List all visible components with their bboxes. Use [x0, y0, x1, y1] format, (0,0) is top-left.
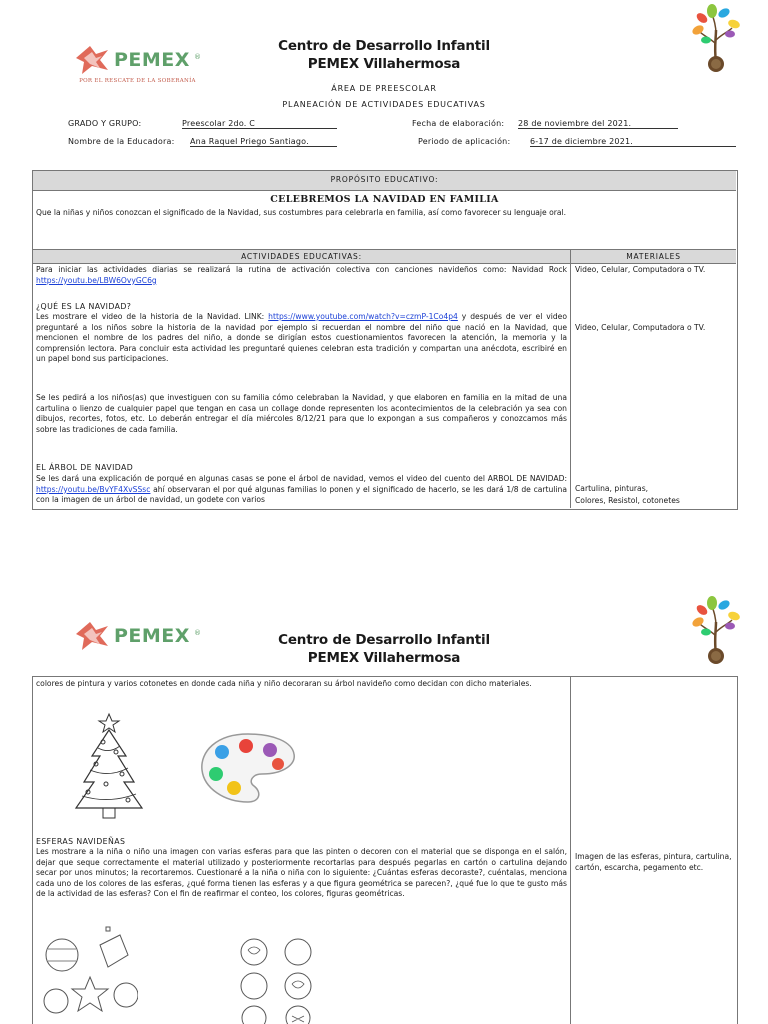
document-page-2	[0, 580, 768, 1024]
institution-subtitle: PEMEX Villahermosa	[307, 56, 461, 72]
educadora-value: Ana Raquel Priego Santiago.	[190, 137, 337, 147]
ornaments-illustration-icon	[42, 925, 138, 1024]
educadora-label: Nombre de la Educadora:	[68, 137, 175, 146]
column-divider	[570, 263, 571, 508]
planeacion-heading: PLANEACIÓN DE ACTIVIDADES EDUCATIVAS	[282, 100, 486, 109]
activity-arbol-text-a: Se les dará una explicación de porqué en algunas casas se pone el árbol de navidad, vemos el video del cuento del ARBOL DE NAVIDAD:	[36, 474, 567, 483]
periodo-value: 6-17 de diciembre 2021.	[530, 137, 736, 147]
arbol-navidad-title: EL ÁRBOL DE NAVIDAD	[36, 463, 134, 472]
christmas-tree-illustration-icon	[70, 712, 148, 820]
activity-arbol	[36, 474, 567, 507]
registered-mark-p2: ®	[193, 629, 201, 637]
proposito-header: PROPÓSITO EDUCATIVO:	[33, 171, 736, 191]
esferas-coloring-sheet-icon	[232, 932, 328, 1024]
esferas-title: ESFERAS NAVIDEÑAS	[36, 837, 126, 846]
activity-esferas: Les mostrare a la niña o niño una imagen con varias esferas para que las pinten o decoren con el material que se disponga en el salón, dejar que seque correctamente el material utilizado y posteriormente recortarlas para después pegarlas en cartón o cartulina dejando secar por unos minutos; la recortaremos. Cuestionaré a la niña o niña con lo siguiente: ¿Cuántas esferas decoraste?, cuéntalas, menciona cada uno de los colores de las esferas, ¿qué forma tienen las esferas y a que figura geométrica se parecen?, ¿qué fue lo que te gusto más de la actividad de las esferas? Con el fin de reafirmar el conteo, los colores, figuras geométricas.	[36, 847, 567, 899]
page-gap	[0, 560, 768, 580]
material-esferas: Imagen de las esferas, pintura, cartulina, cartón, escarcha, pegamento etc.	[575, 852, 732, 872]
grado-field	[182, 119, 337, 129]
que-es-navidad-title: ¿QUÉ ES LA NAVIDAD?	[36, 302, 132, 311]
arbol-navidad-link[interactable]: https://youtu.be/BvYF4XvSSsc	[36, 484, 151, 494]
activity-navidad-text-a: Les mostrare el video de la historia de la Navidad. LINK:	[36, 312, 269, 321]
material-2: Video, Celular, Computadora o TV.	[575, 323, 706, 332]
material-3a: Cartulina, pinturas,	[575, 484, 649, 493]
column-divider-p2	[570, 676, 571, 1024]
fecha-label: Fecha de elaboración:	[412, 119, 505, 128]
grado-label: GRADO Y GRUPO:	[68, 119, 142, 128]
institution-title: Centro de Desarrollo Infantil	[278, 38, 490, 54]
activity-navidad-text-b: y después de ver el video preguntaré a los niños sobre la historia de la navidad por ejemplo si recuerdan el nombre del niño que nació en la Navidad, que mencionen el nombre de los padres del niño, a donde se dirigían estos cuestionamientos favorecen la atención, la memoria y la comprensión lectora. Para concluir esta actividad les preguntaré quienes celebran esta tradición y compartan una anécdota, escribiré en un papel bond sus participaciones.	[36, 312, 567, 364]
material-3b: Colores, Resistol, cotonetes	[575, 496, 680, 505]
activity-collage: Se les pedirá a los niños(as) que investiguen con su familia cómo celebraban la Navidad, y que elaboren en familia en la mitad de una cartulina o lienzo de cualquier papel que tengan en casa un collage donde representen los acontecimientos de la celebración ya sea con dibujos, recortes, fotos, etc. Lo deberán entregar el día miércoles 8/12/21 para que lo expongan a sus compañeros y conozcamos más sobre las tradiciones de cada familia.	[36, 393, 567, 434]
periodo-field	[530, 137, 736, 147]
activity-arbol-text-b: ahí observaran el por qué algunas familias lo ponen y el significado de hacerlo, se les dará 1/8 de cartulina con la imagen de un árbol de navidad, un godete con varios	[36, 484, 567, 505]
periodo-label: Periodo de aplicación:	[418, 137, 511, 146]
activity-rutina	[36, 265, 567, 286]
materiales-header: MATERIALES	[571, 249, 736, 264]
arbol-continuation: colores de pintura y varios cotonetes en donde cada niña y niño decoraran su árbol navideño como decidan con dicho materiales.	[36, 679, 532, 688]
proposito-title: CELEBREMOS LA NAVIDAD EN FAMILIA	[270, 194, 499, 205]
area-heading: ÁREA DE PREESCOLAR	[331, 84, 437, 93]
registered-mark: ®	[193, 53, 201, 61]
navidad-rock-link[interactable]: https://youtu.be/LBW6OvyGC6g	[36, 275, 157, 285]
institution-title-p2: Centro de Desarrollo Infantil	[278, 632, 490, 648]
educadora-field	[190, 137, 337, 147]
actividades-header: ACTIVIDADES EDUCATIVAS:	[33, 249, 571, 264]
pemex-wordmark-p2: PEMEX	[114, 625, 190, 647]
historia-navidad-link[interactable]: https://www.youtube.com/watch?v=czmP-1Co4p4	[268, 312, 458, 321]
activity-que-es-navidad	[36, 312, 567, 365]
pemex-wordmark: PEMEX	[114, 49, 190, 71]
grado-value: Preescolar 2do. C	[182, 119, 337, 129]
pemex-tagline: POR EL RESCATE DE LA SOBERANÍA	[79, 78, 196, 84]
activity-rutina-text: Para iniciar las actividades diarias se realizará la rutina de activación colectiva con canciones navideños como: Navidad Rock	[36, 265, 567, 274]
material-1: Video, Celular, Computadora o TV.	[575, 265, 706, 274]
fecha-value: 28 de noviembre del 2021.	[518, 119, 678, 129]
proposito-text: Que la niñas y niños conozcan el significado de la Navidad, sus costumbres para celebrarla en familia, así como favorecer su lenguaje oral.	[36, 208, 567, 217]
institution-subtitle-p2: PEMEX Villahermosa	[307, 650, 461, 666]
fecha-field	[518, 119, 678, 129]
paint-palette-illustration-icon	[196, 730, 300, 806]
